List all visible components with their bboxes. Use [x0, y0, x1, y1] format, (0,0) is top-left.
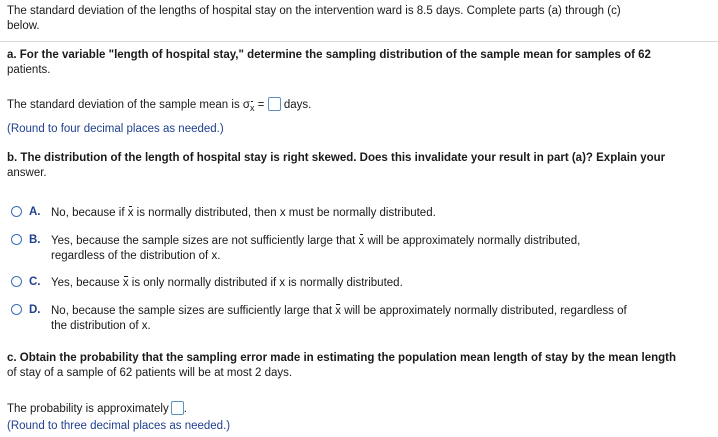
option-b-text-line-1	[51, 234, 580, 248]
option-d-text-line-2: the distribution of x.	[51, 320, 151, 332]
part-a-prompt-prefix: The standard deviation of the sample mean is σ	[7, 99, 250, 111]
option-b-text-post: will be approximately normally distributed,	[364, 235, 581, 247]
divider	[0, 41, 718, 42]
option-b-radio[interactable]	[11, 234, 22, 245]
option-d-text-post: will be approximately normally distributed, regardless of	[341, 305, 627, 317]
option-a-radio[interactable]	[11, 206, 22, 217]
option-d-letter: D.	[29, 304, 41, 316]
probability-answer-box[interactable]	[171, 401, 184, 415]
option-b[interactable]	[0, 231, 718, 263]
part-c-prompt	[7, 401, 187, 416]
x-bar: x	[358, 235, 365, 247]
option-d-radio[interactable]	[11, 304, 22, 315]
part-c-prompt-text: The probability is approximately	[7, 403, 169, 415]
option-c-text-post: is only normally distributed if x is normally distributed.	[128, 277, 403, 289]
part-c-prompt-end: .	[183, 403, 187, 415]
option-a-text-post: is normally distributed, then x must be normally distributed.	[133, 207, 436, 219]
sigma-subscript-xbar: x	[249, 103, 255, 113]
option-b-letter: B.	[29, 234, 41, 246]
part-c-question-line-1: c. Obtain the probability that the sampling error made in estimating the population mean length of stay by the mean length	[7, 352, 676, 364]
part-c-hint: (Round to three decimal places as needed.)	[7, 420, 231, 432]
option-d-text-pre: No, because the sample sizes are sufficiently large that	[51, 305, 336, 317]
option-c-text-pre: Yes, because	[51, 277, 123, 289]
intro-line-1: The standard deviation of the lengths of hospital stay on the intervention ward is 8.5 days. Complete parts (a) through (c)	[7, 5, 621, 17]
part-b-question-text: b. The distribution of the length of hospital stay is right skewed. Does this invalidate your result in part (a)? Explain your	[7, 152, 666, 164]
intro-line-2: below.	[7, 20, 40, 32]
option-a-letter: A.	[29, 206, 41, 218]
part-c-question-line-2: of stay of a sample of 62 patients will be at most 2 days.	[7, 367, 293, 379]
option-a[interactable]	[0, 203, 718, 221]
part-b-question-line-2: answer.	[7, 167, 47, 179]
option-a-text	[51, 206, 436, 220]
option-b-text-line-2: regardless of the distribution of x.	[51, 250, 221, 262]
part-a-hint: (Round to four decimal places as needed.)	[7, 123, 224, 135]
part-b-question-line-1	[7, 151, 665, 165]
option-d-text-line-1	[51, 304, 627, 318]
x-bar: x	[335, 305, 341, 317]
part-a-prompt	[7, 97, 311, 115]
part-a-question-line-1: a. For the variable "length of hospital stay," determine the sampling distribution of the sample mean for samples of 62	[7, 49, 651, 61]
option-c-radio[interactable]	[11, 276, 22, 287]
option-b-text-pre: Yes, because the sample sizes are not sufficiently large that	[51, 235, 359, 247]
sd-sample-mean-answer-box[interactable]	[268, 97, 281, 111]
x-bar: x	[122, 277, 129, 289]
x-bar: x	[127, 207, 134, 219]
option-c-letter: C.	[29, 276, 41, 288]
part-a-prompt-suffix: days.	[283, 99, 312, 111]
part-a-question-line-2: patients.	[7, 64, 51, 76]
option-d[interactable]	[0, 301, 718, 333]
option-c-text	[51, 276, 403, 290]
option-c[interactable]	[0, 273, 718, 291]
option-a-text-pre: No, because if	[51, 207, 128, 219]
part-a-prompt-equals: =	[254, 99, 265, 111]
